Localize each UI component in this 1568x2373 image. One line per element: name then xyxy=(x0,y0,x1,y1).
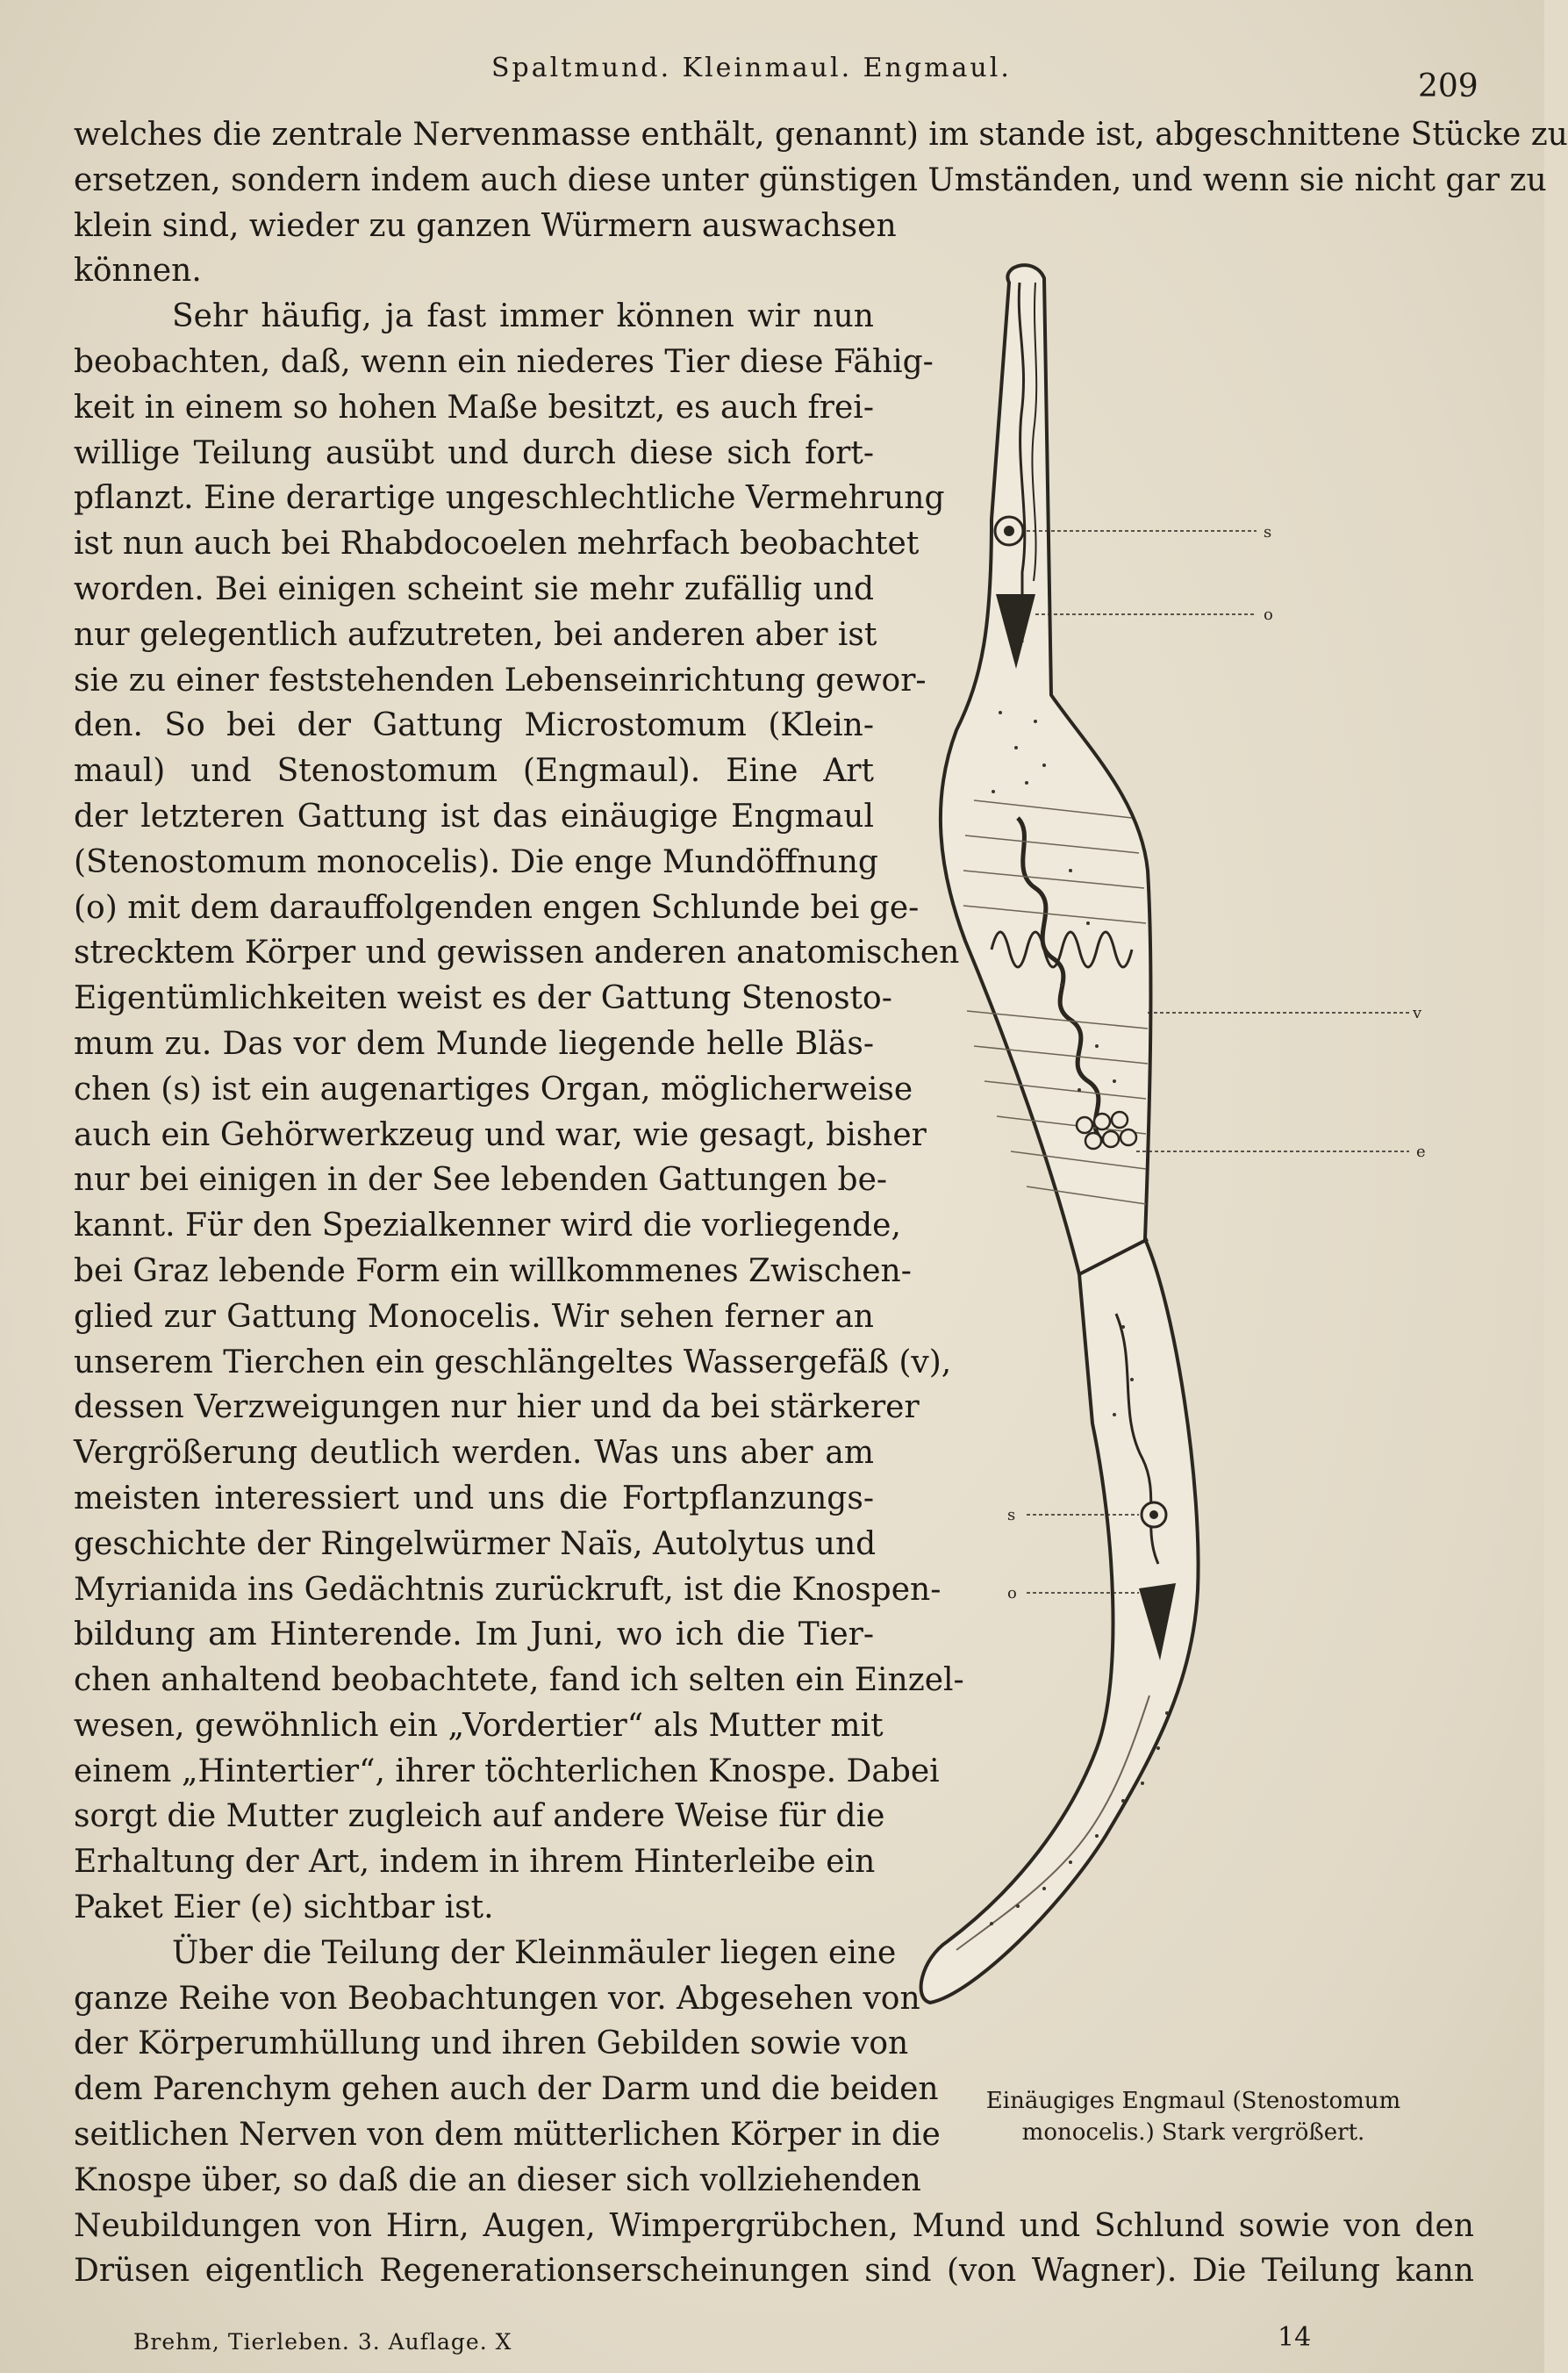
text-line: den. So bei der Gattung Microstomum (Klein- xyxy=(74,707,874,744)
text-line: chen anhaltend beobachtete, fand ich selten ein Einzel- xyxy=(74,1662,964,1699)
label-e: e xyxy=(1416,1143,1426,1161)
text-line: beobachten, daß, wenn ein niederes Tier diese Fähig- xyxy=(74,343,934,380)
text-line: der letzteren Gattung ist das einäugige Engmaul xyxy=(74,798,874,835)
text-line: welches die zentrale Nervenmasse enthält, genannt) im stande ist, abgeschnittene Stücke zu xyxy=(74,117,1568,153)
text-line: Erhaltung der Art, indem in ihrem Hinterleibe ein xyxy=(74,1844,876,1881)
text-line: Über die Teilung der Kleinmäuler liegen eine xyxy=(172,1934,897,1971)
text-line: Myrianida ins Gedächtnis zurückruft, ist die Knospen- xyxy=(74,1571,942,1608)
text-line: bei Graz lebende Form ein willkommenes Zwischen- xyxy=(74,1252,912,1289)
text-line: nur bei einigen in der See lebenden Gattungen be- xyxy=(74,1162,888,1199)
text-line: sorgt die Mutter zugleich auf andere Weise für die xyxy=(74,1798,885,1835)
label-v: v xyxy=(1413,1004,1422,1022)
text-line: (Stenostomum monocelis). Die enge Mundöffnung xyxy=(74,843,878,880)
text-line: ganze Reihe von Beobachtungen vor. Abgesehen von xyxy=(74,1980,920,2017)
text-line: geschichte der Ringelwürmer Naïs, Autolytus und xyxy=(74,1525,877,1562)
text-line: worden. Bei einigen scheint sie mehr zufällig und xyxy=(74,570,874,607)
text-line: (o) mit dem darauffolgenden engen Schlunde bei ge- xyxy=(74,889,920,926)
text-line: Drüsen eigentlich Regenerationserscheinungen sind (von Wagner). Die Teilung kann xyxy=(74,2253,1474,2290)
eye-pupil-bud xyxy=(1149,1510,1158,1519)
caption-line: Einäugiges Engmaul (Stenostomum xyxy=(985,2088,1401,2114)
text-line: strecktem Körper und gewissen anderen anatomischen xyxy=(74,935,960,971)
text-line: glied zur Gattung Monocelis. Wir sehen ferner an xyxy=(74,1298,874,1335)
text-line: pflanzt. Eine derartige ungeschlechtliche Vermehrung xyxy=(74,480,945,517)
figure-caption xyxy=(913,2085,1474,2148)
text-line: Neubildungen von Hirn, Augen, Wimpergrübchen, Mund und Schlund sowie von den xyxy=(74,2207,1474,2244)
label-s-bud: s xyxy=(1007,1506,1016,1524)
text-line: dessen Verzweigungen nur hier und da bei stärkerer xyxy=(74,1389,920,1426)
text-line: einem „Hintertier“, ihrer töchterlichen Knospe. Dabei xyxy=(74,1753,940,1789)
figure-stenostomum xyxy=(913,256,1509,2064)
text-line: auch ein Gehörwerkzeug und war, wie gesagt, bisher xyxy=(74,1116,927,1153)
imprint-footer: Brehm, Tierleben. 3. Auflage. X xyxy=(133,2329,512,2355)
label-o-bud: o xyxy=(1007,1584,1017,1602)
label-o-top: o xyxy=(1264,606,1273,624)
page-number: 209 xyxy=(1418,68,1479,104)
text-line: kannt. Für den Spezialkenner wird die vorliegende, xyxy=(74,1208,901,1244)
text-line: nur gelegentlich aufzutreten, bei anderen aber ist xyxy=(74,616,877,653)
text-line: unserem Tierchen ein geschlängeltes Wassergefäß (v), xyxy=(74,1344,952,1380)
text-line: Knospe über, so daß die an dieser sich vollziehenden xyxy=(74,2162,921,2198)
text-line: bildung am Hinterende. Im Juni, wo ich die Tier- xyxy=(74,1617,874,1653)
worm-body xyxy=(921,265,1199,2003)
text-line: klein sind, wieder zu ganzen Würmern auswachsen xyxy=(74,207,897,244)
text-line: wesen, gewöhnlich ein „Vordertier“ als Mutter mit xyxy=(74,1707,884,1744)
text-line: ist nun auch bei Rhabdocoelen mehrfach beobachtet xyxy=(74,526,920,563)
text-line: chen (s) ist ein augenartiges Organ, möglicherweise xyxy=(74,1071,913,1108)
running-head: Spaltmund. Kleinmaul. Engmaul. xyxy=(491,53,1012,83)
text-line: Sehr häufig, ja fast immer können wir nun xyxy=(172,298,874,335)
label-s-top: s xyxy=(1264,523,1272,541)
text-line: der Körperumhüllung und ihren Gebilden sowie von xyxy=(74,2025,909,2062)
text-line: seitlichen Nerven von dem mütterlichen Körper in die xyxy=(74,2117,941,2154)
text-line: Vergrößerung deutlich werden. Was uns aber am xyxy=(74,1435,874,1472)
caption-line: monocelis.) Stark vergrößert. xyxy=(1021,2119,1365,2146)
signature-mark: 14 xyxy=(1278,2322,1312,2353)
eye-pupil-top xyxy=(1004,526,1014,536)
text-line: Eigentümlichkeiten weist es der Gattung Stenosto- xyxy=(74,980,892,1017)
text-line: können. xyxy=(74,253,202,290)
text-line: sie zu einer feststehenden Lebenseinrichtung gewor- xyxy=(74,662,927,699)
text-line: keit in einem so hohen Maße besitzt, es auch frei- xyxy=(74,389,874,426)
text-line: Paket Eier (e) sichtbar ist. xyxy=(74,1889,494,1926)
flatworm-illustration xyxy=(913,256,1509,2064)
text-line: maul) und Stenostomum (Engmaul). Eine Art xyxy=(74,753,874,790)
text-line: willige Teilung ausübt und durch diese sich fort- xyxy=(74,434,874,471)
text-line: mum zu. Das vor dem Munde liegende helle Bläs- xyxy=(74,1025,874,1062)
text-line: dem Parenchym gehen auch der Darm und die beiden xyxy=(74,2071,939,2108)
text-line: ersetzen, sondern indem auch diese unter günstigen Umständen, und wenn sie nicht gar zu xyxy=(74,161,1547,198)
text-line: meisten interessiert und uns die Fortpflanzungs- xyxy=(74,1480,874,1516)
